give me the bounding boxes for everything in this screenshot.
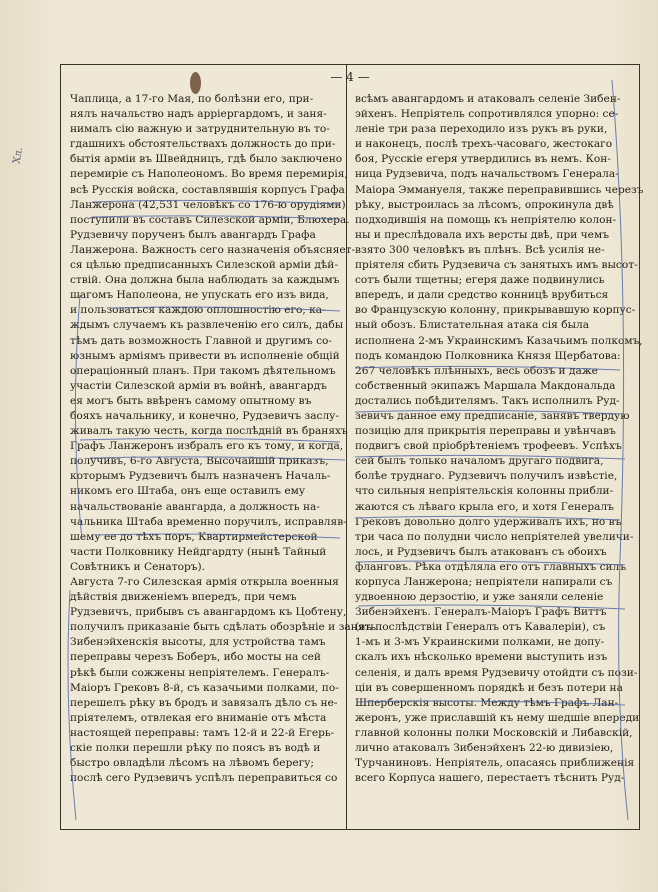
text-line: бояхъ начальнику, и конечно, Рудзевичъ заслу- <box>70 409 339 422</box>
text-line: рѣкѣ были сожжены непріятелемъ. Генералъ- <box>70 666 330 679</box>
text-line: всѣмъ авангардомъ и атаковалъ селеніе Зибен- <box>355 93 621 105</box>
page-number: — 4 — <box>330 70 370 84</box>
text-line: рѣку, выстроилась за лѣсомъ, опрокинула двѣ <box>355 198 614 211</box>
text-line: позицію для прикрытія переправы и увѣнчавъ <box>355 425 616 438</box>
margin-handwritten-note: Хл. <box>11 146 26 165</box>
text-line: жаются съ лѣваго крыла его, и хотя Генералъ <box>355 500 614 513</box>
text-line: пріятелемъ, отвлекая его вниманіе отъ мѣста <box>70 711 327 724</box>
text-line: леніе три раза переходило изъ рукъ въ руки, <box>355 123 608 136</box>
text-line: лось, и Рудзевичъ былъ атакованъ съ обоихъ <box>355 545 607 558</box>
text-line: Маіора Эммануеля, также переправившись черезъ <box>355 183 644 196</box>
text-line: настоящей переправы: тамъ 12-й и 22-й Егерь- <box>70 726 335 739</box>
text-line: начальствованіе авангарда, а должность на- <box>70 500 320 513</box>
text-line: подъ командою Полковника Князя Щербатова: <box>355 349 621 362</box>
text-line: ціи въ совершенномъ порядкѣ и безъ потери на <box>355 681 623 694</box>
text-line: нималъ сію важную и затруднительную въ то- <box>70 123 330 136</box>
text-line: (въ послѣдствіи Генералъ отъ Кавалеріи), съ <box>355 621 606 634</box>
text-line: ны и преслѣдовала ихъ версты двѣ, при чемъ <box>355 228 609 241</box>
text-line: тѣмъ дать возможность Главной и другимъ со- <box>70 334 332 347</box>
text-line: никомъ его Штаба, онъ еще оставилъ ему <box>70 485 306 498</box>
text-line: ный обозъ. Блистательная атака сія была <box>355 319 590 332</box>
text-line: Рудзевичъ, прибывъ съ авангардомъ къ Цобтену, <box>70 606 347 619</box>
text-line: три часа по полудни число непріятелей увеличи- <box>355 530 634 543</box>
text-line: быстро овладѣли лѣсомъ на лѣвомъ берегу; <box>70 757 314 770</box>
text-line: ея могъ быть ввѣренъ самому опытному въ <box>70 394 312 407</box>
text-line: скалъ ихъ нѣсколько времени выступить изъ <box>355 651 608 664</box>
text-line: перемиріе съ Наполеономъ. Во время перемирія, <box>70 168 348 181</box>
text-line: болѣе труднаго. Рудзевичъ получилъ извѣстіе, <box>355 470 618 483</box>
text-line: Августа 7-го Силезская армія открыла военныя <box>70 576 339 588</box>
text-line: что сильныя непріятельскія колонны прибли- <box>355 485 614 498</box>
text-line: Чаплица, а 17-го Мая, по болѣзни его, при- <box>70 93 314 105</box>
text-line: корпуса Ланжерона; непріятели напирали съ <box>355 576 613 588</box>
text-line: живалъ такую честь, когда послѣдній въ браняхъ <box>70 425 348 438</box>
text-line: всѣ Русскія войска, составлявшія корпусъ Графа <box>70 183 345 196</box>
text-line: главной колонны полки Московскій и Либавскій, <box>355 726 633 739</box>
text-line: 267 человѣкъ плѣнныхъ, весь обозъ и даже <box>355 364 598 377</box>
text-line: и наконецъ, послѣ трехъ-часоваго, жестокаго <box>355 138 613 151</box>
text-line: гдашнихъ обстоятельствахъ должность до при- <box>70 138 336 151</box>
text-line: переправы черезъ Боберъ, ибо мосты на сей <box>70 651 321 664</box>
text-line: получилъ приказаніе быть сдѣлать обозрѣніе и занять <box>70 621 377 634</box>
text-line: участіи Силезской арміи въ войнѣ, авангардъ <box>70 379 327 392</box>
right-column <box>355 92 644 786</box>
text-line: пріятеля сбить Рудзевича съ занятыхъ имъ высот- <box>355 259 638 272</box>
text-line: шему ее до тѣхъ поръ, Квартирмейстерской <box>70 530 318 543</box>
text-line: Ланжерона (42,531 человѣкъ со 176-ю орудіями) <box>70 198 346 211</box>
text-line: Шперберскія высоты. Между тѣмъ Графъ Лан- <box>355 696 619 709</box>
text-line: впередъ, и дали средство конницѣ врубиться <box>355 289 609 302</box>
text-line: Маіоръ Грековъ 8-й, съ казачьими полками, по- <box>70 681 339 694</box>
text-line: скіе полки перешли рѣку по поясъ въ водѣ и <box>70 742 321 755</box>
text-line: во Французскую колонну, прикрывавшую корпус- <box>355 304 636 317</box>
text-line: подвигъ свой пріобрѣтеніемъ трофеевъ. Успѣхъ <box>355 440 622 453</box>
left-column <box>70 92 377 786</box>
text-line: операціонный планъ. При такомъ дѣятельномъ <box>70 364 336 377</box>
text-line: достались побѣдителямъ. Такъ исполнилъ Руд- <box>355 394 620 407</box>
text-line: боя, Русскіе егеря утвердились въ немъ. Кон- <box>355 153 611 166</box>
text-line: сотъ были тщетны; егеря даже подвинулись <box>355 274 605 287</box>
text-line: ница Рудзевича, подъ начальствомъ Генерала- <box>355 168 619 181</box>
text-line: селенія, и далъ время Рудзевичу отойдти съ пози- <box>355 666 638 679</box>
text-line: чальника Штаба временно поручилъ, исправляв- <box>70 515 347 528</box>
text-line: Зибенэйхенскія высоты, для устройства тамъ <box>70 636 326 649</box>
text-line: зевичъ данное ему предписаніе, занявъ твердую <box>355 409 630 422</box>
text-line: шагомъ Наполеона, не упускать его изъ вида, <box>70 289 329 302</box>
text-line: Ланжерона. Важность сего назначенія объясняет- <box>70 243 356 256</box>
text-line: всего Корпуса нашего, перестаетъ тѣснить Руд- <box>355 772 625 785</box>
text-line: взято 300 человѣкъ въ плѣнъ. Всѣ усилія не- <box>355 243 605 256</box>
text-line: Рудзевичу порученъ былъ авангардъ Графа <box>70 228 316 241</box>
text-line: поступили въ составъ Силезской арміи, Блюхера. <box>70 213 350 226</box>
text-line: подходившія на помощь къ непріятелю колон- <box>355 213 617 226</box>
text-line: ждымъ случаемъ къ развлеченію его силъ, дабы <box>70 319 344 332</box>
text-line: которымъ Рудзевичъ былъ назначенъ Началь- <box>70 470 331 483</box>
text-line: бытія арміи въ Швейдницъ, гдѣ было заключено <box>70 153 343 166</box>
text-line: эйхенъ. Непріятель сопротивлялся упорно: се- <box>355 108 619 121</box>
text-line: ся цѣлью предписанныхъ Силезской арміи дѣй- <box>70 259 338 272</box>
text-line: послѣ сего Рудзевичъ успѣлъ переправиться со <box>70 772 338 785</box>
text-line: Турчаниновъ. Непріятель, опасаясь приближенія <box>355 757 635 770</box>
text-line: ствій. Она должна была наблюдать за каждымъ <box>70 274 340 287</box>
text-line: части Полковнику Нейдгардту (нынѣ Тайный <box>70 545 327 558</box>
text-line: дѣйствія движеніемъ впередъ, при чемъ <box>70 591 297 604</box>
text-line: лично атаковалъ Зибенэйхенъ 22-ю дивизіею, <box>355 742 614 755</box>
text-line: собственный экипажъ Маршала Макдональда <box>355 379 616 392</box>
text-line: Зибенэйхенъ. Генералъ-Маіоръ Графъ Виттъ <box>355 606 607 619</box>
text-line: 1-мъ и 3-мъ Украинскими полками, не допу- <box>355 636 605 649</box>
text-line: Графъ Ланжеронъ избралъ его къ тому, и когда, <box>70 440 344 453</box>
text-line: Совѣтникъ и Сенаторъ). <box>70 560 205 573</box>
text-line: фланговъ. Рѣка отдѣляла его отъ главныхъ силъ <box>355 560 627 573</box>
text-line: Грековъ довольно долго удерживалъ ихъ, но въ <box>355 515 622 528</box>
text-line: исполнена 2-мъ Украинскимъ Казачьимъ полкомъ, <box>355 334 643 347</box>
text-line: удвоенною дерзостію, и уже заняли селеніе <box>355 591 604 604</box>
text-line: юзнымъ арміямъ привести въ исполненіе общій <box>70 349 340 362</box>
text-line: сей былъ только началомъ другаго подвига, <box>355 455 604 468</box>
text-line: жеронъ, уже приславшій къ нему шедшіе впереди <box>355 711 640 724</box>
text-line: нялъ начальство надъ арріергардомъ, и заня- <box>70 108 327 121</box>
text-line: и пользоваться каждою оплошностію его, ка- <box>70 304 326 317</box>
text-line: получивъ, 6-го Августа, Высочайшій приказъ, <box>70 455 329 468</box>
text-line: перешелъ рѣку въ бродъ и завязалъ дѣло съ не- <box>70 696 338 709</box>
